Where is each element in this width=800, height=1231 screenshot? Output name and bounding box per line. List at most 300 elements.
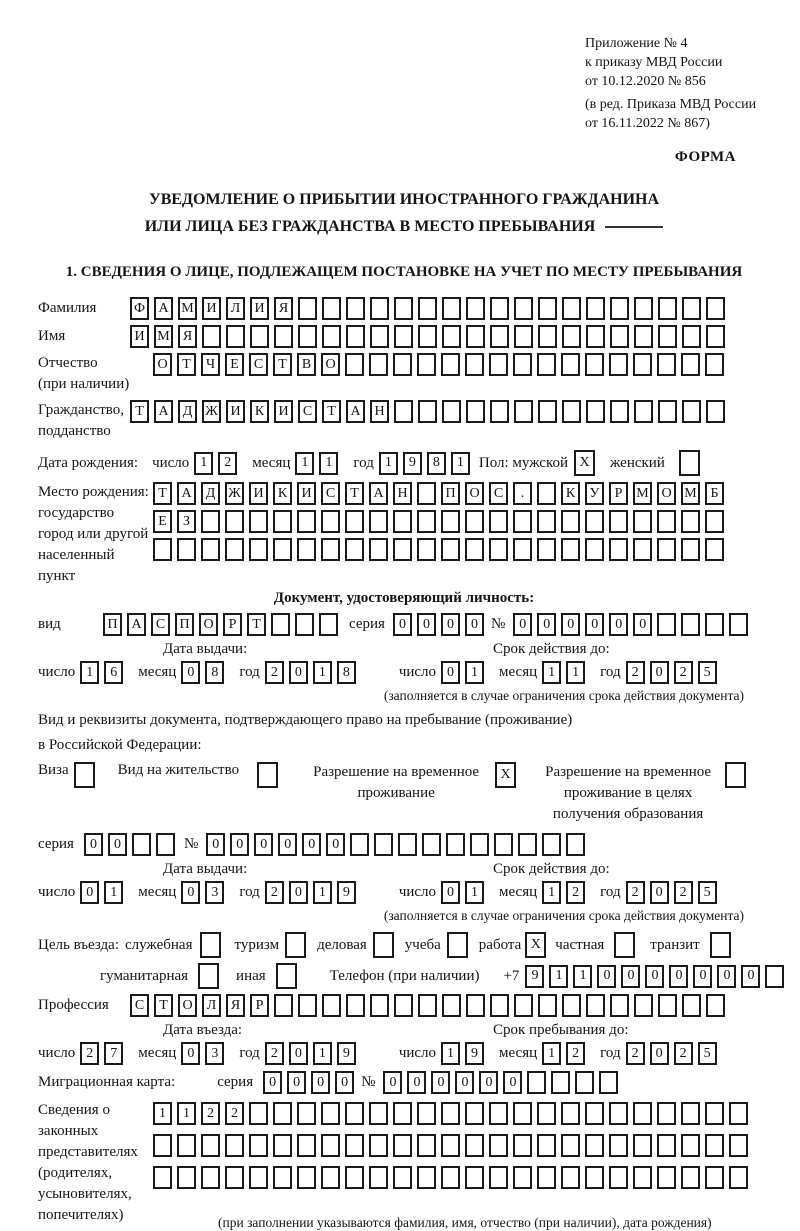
char-cell[interactable]: 1 <box>379 452 398 475</box>
char-cell[interactable] <box>586 994 605 1017</box>
char-cell[interactable]: Е <box>153 510 172 533</box>
char-cell[interactable]: В <box>297 353 316 376</box>
char-cell[interactable]: 0 <box>441 613 460 636</box>
char-cell[interactable]: 0 <box>326 833 345 856</box>
char-cell[interactable]: X <box>495 762 516 788</box>
char-cell[interactable] <box>489 538 508 561</box>
char-cell[interactable] <box>273 1102 292 1125</box>
char-cell[interactable]: 1 <box>441 1042 460 1065</box>
char-cell[interactable]: 9 <box>337 1042 356 1065</box>
char-cell[interactable] <box>537 482 556 505</box>
char-cell[interactable]: Ж <box>202 400 221 423</box>
char-cell[interactable] <box>393 510 412 533</box>
char-cell[interactable]: 1 <box>319 452 338 475</box>
char-cell[interactable]: Р <box>250 994 269 1017</box>
char-cell[interactable] <box>465 353 484 376</box>
char-cell[interactable] <box>321 1134 340 1157</box>
char-cell[interactable] <box>610 400 629 423</box>
char-cell[interactable] <box>634 400 653 423</box>
char-cell[interactable] <box>609 1102 628 1125</box>
char-cell[interactable]: 0 <box>80 881 99 904</box>
char-cell[interactable]: 1 <box>465 881 484 904</box>
char-cell[interactable] <box>609 1134 628 1157</box>
char-cell[interactable]: 2 <box>225 1102 244 1125</box>
char-cell[interactable] <box>705 510 724 533</box>
char-cell[interactable]: Я <box>178 325 197 348</box>
char-cell[interactable] <box>417 482 436 505</box>
char-cell[interactable] <box>490 325 509 348</box>
char-cell[interactable] <box>321 538 340 561</box>
char-cell[interactable]: Т <box>322 400 341 423</box>
char-cell[interactable]: 1 <box>542 661 561 684</box>
char-cell[interactable]: 0 <box>230 833 249 856</box>
char-cell[interactable]: 2 <box>218 452 237 475</box>
char-cell[interactable]: 1 <box>465 661 484 684</box>
char-cell[interactable] <box>490 994 509 1017</box>
char-cell[interactable] <box>609 353 628 376</box>
char-cell[interactable]: 0 <box>206 833 225 856</box>
char-cell[interactable] <box>465 538 484 561</box>
char-cell[interactable]: Р <box>223 613 242 636</box>
char-cell[interactable] <box>538 400 557 423</box>
char-cell[interactable] <box>345 510 364 533</box>
char-cell[interactable] <box>586 325 605 348</box>
char-cell[interactable]: 9 <box>403 452 422 475</box>
char-cell[interactable]: 2 <box>626 1042 645 1065</box>
char-cell[interactable] <box>538 994 557 1017</box>
char-cell[interactable]: 0 <box>585 613 604 636</box>
char-cell[interactable] <box>681 510 700 533</box>
char-cell[interactable] <box>417 538 436 561</box>
char-cell[interactable] <box>225 1134 244 1157</box>
char-cell[interactable]: 1 <box>451 452 470 475</box>
char-cell[interactable] <box>527 1071 546 1094</box>
char-cell[interactable] <box>297 1166 316 1189</box>
char-cell[interactable]: И <box>202 297 221 320</box>
char-cell[interactable]: А <box>127 613 146 636</box>
char-cell[interactable] <box>466 297 485 320</box>
char-cell[interactable]: 0 <box>441 881 460 904</box>
char-cell[interactable]: 2 <box>626 661 645 684</box>
char-cell[interactable] <box>561 510 580 533</box>
char-cell[interactable] <box>561 538 580 561</box>
char-cell[interactable] <box>225 510 244 533</box>
char-cell[interactable] <box>447 932 468 958</box>
char-cell[interactable] <box>394 994 413 1017</box>
char-cell[interactable] <box>249 1166 268 1189</box>
char-cell[interactable]: Л <box>202 994 221 1017</box>
char-cell[interactable]: . <box>513 482 532 505</box>
char-cell[interactable] <box>201 510 220 533</box>
char-cell[interactable] <box>346 297 365 320</box>
char-cell[interactable] <box>705 1134 724 1157</box>
char-cell[interactable]: Т <box>154 994 173 1017</box>
char-cell[interactable] <box>321 1102 340 1125</box>
char-cell[interactable] <box>513 1102 532 1125</box>
char-cell[interactable] <box>422 833 441 856</box>
char-cell[interactable]: 0 <box>289 661 308 684</box>
char-cell[interactable]: Т <box>345 482 364 505</box>
char-cell[interactable] <box>609 1166 628 1189</box>
char-cell[interactable] <box>633 1102 652 1125</box>
char-cell[interactable] <box>610 297 629 320</box>
char-cell[interactable]: М <box>154 325 173 348</box>
char-cell[interactable] <box>285 932 306 958</box>
char-cell[interactable]: Н <box>370 400 389 423</box>
char-cell[interactable] <box>417 353 436 376</box>
temp-permit-checkbox[interactable] <box>495 762 521 788</box>
purpose-transit-checkbox[interactable] <box>710 932 736 958</box>
char-cell[interactable]: П <box>103 613 122 636</box>
char-cell[interactable]: 0 <box>441 661 460 684</box>
char-cell[interactable]: 0 <box>431 1071 450 1094</box>
char-cell[interactable] <box>489 353 508 376</box>
char-cell[interactable] <box>298 297 317 320</box>
char-cell[interactable]: 1 <box>104 881 123 904</box>
char-cell[interactable] <box>489 1166 508 1189</box>
char-cell[interactable]: 1 <box>542 881 561 904</box>
char-cell[interactable]: К <box>561 482 580 505</box>
char-cell[interactable] <box>470 833 489 856</box>
char-cell[interactable] <box>682 325 701 348</box>
char-cell[interactable]: С <box>321 482 340 505</box>
char-cell[interactable] <box>538 297 557 320</box>
purpose-commercial-checkbox[interactable] <box>373 932 399 958</box>
char-cell[interactable]: 2 <box>674 881 693 904</box>
char-cell[interactable]: 1 <box>313 1042 332 1065</box>
char-cell[interactable] <box>373 932 394 958</box>
char-cell[interactable] <box>273 1134 292 1157</box>
char-cell[interactable]: С <box>298 400 317 423</box>
char-cell[interactable]: З <box>177 510 196 533</box>
char-cell[interactable] <box>705 353 724 376</box>
char-cell[interactable] <box>201 1166 220 1189</box>
char-cell[interactable]: 0 <box>650 881 669 904</box>
char-cell[interactable]: О <box>153 353 172 376</box>
char-cell[interactable]: 0 <box>650 661 669 684</box>
char-cell[interactable]: 2 <box>265 881 284 904</box>
char-cell[interactable] <box>273 1166 292 1189</box>
char-cell[interactable] <box>393 538 412 561</box>
sex-male-checkbox[interactable] <box>574 450 600 476</box>
char-cell[interactable]: 0 <box>287 1071 306 1094</box>
char-cell[interactable] <box>369 510 388 533</box>
char-cell[interactable] <box>441 1166 460 1189</box>
char-cell[interactable] <box>538 325 557 348</box>
char-cell[interactable] <box>561 1134 580 1157</box>
char-cell[interactable] <box>393 353 412 376</box>
char-cell[interactable] <box>765 965 784 988</box>
char-cell[interactable] <box>297 1102 316 1125</box>
char-cell[interactable] <box>345 353 364 376</box>
char-cell[interactable] <box>599 1071 618 1094</box>
char-cell[interactable] <box>706 400 725 423</box>
purpose-tourism-checkbox[interactable] <box>285 932 311 958</box>
char-cell[interactable] <box>725 762 746 788</box>
char-cell[interactable]: 1 <box>153 1102 172 1125</box>
char-cell[interactable]: П <box>175 613 194 636</box>
purpose-other-checkbox[interactable] <box>276 963 302 989</box>
char-cell[interactable] <box>679 450 700 476</box>
char-cell[interactable] <box>634 325 653 348</box>
char-cell[interactable]: 9 <box>465 1042 484 1065</box>
char-cell[interactable] <box>441 1102 460 1125</box>
char-cell[interactable] <box>575 1071 594 1094</box>
char-cell[interactable]: 0 <box>621 965 640 988</box>
char-cell[interactable]: И <box>130 325 149 348</box>
char-cell[interactable] <box>226 325 245 348</box>
char-cell[interactable]: И <box>274 400 293 423</box>
char-cell[interactable] <box>657 1102 676 1125</box>
char-cell[interactable] <box>322 325 341 348</box>
char-cell[interactable]: 2 <box>626 881 645 904</box>
char-cell[interactable] <box>466 994 485 1017</box>
char-cell[interactable] <box>273 538 292 561</box>
char-cell[interactable]: 0 <box>693 965 712 988</box>
char-cell[interactable]: 0 <box>609 613 628 636</box>
char-cell[interactable] <box>562 297 581 320</box>
char-cell[interactable]: 1 <box>80 661 99 684</box>
char-cell[interactable] <box>249 510 268 533</box>
char-cell[interactable]: Т <box>177 353 196 376</box>
char-cell[interactable] <box>633 538 652 561</box>
char-cell[interactable] <box>537 353 556 376</box>
char-cell[interactable]: С <box>130 994 149 1017</box>
char-cell[interactable] <box>681 1166 700 1189</box>
char-cell[interactable] <box>202 325 221 348</box>
purpose-business-checkbox[interactable] <box>200 932 226 958</box>
char-cell[interactable] <box>394 325 413 348</box>
char-cell[interactable] <box>465 510 484 533</box>
char-cell[interactable] <box>513 1166 532 1189</box>
char-cell[interactable] <box>537 538 556 561</box>
char-cell[interactable] <box>201 1134 220 1157</box>
char-cell[interactable] <box>657 510 676 533</box>
char-cell[interactable]: 0 <box>84 833 103 856</box>
char-cell[interactable]: 8 <box>337 661 356 684</box>
char-cell[interactable] <box>465 1134 484 1157</box>
char-cell[interactable]: 3 <box>205 881 224 904</box>
char-cell[interactable] <box>274 325 293 348</box>
char-cell[interactable]: Б <box>705 482 724 505</box>
char-cell[interactable] <box>441 538 460 561</box>
char-cell[interactable]: Я <box>274 297 293 320</box>
char-cell[interactable] <box>417 510 436 533</box>
char-cell[interactable] <box>633 510 652 533</box>
char-cell[interactable]: Т <box>273 353 292 376</box>
char-cell[interactable]: 0 <box>465 613 484 636</box>
char-cell[interactable]: О <box>465 482 484 505</box>
char-cell[interactable]: 0 <box>717 965 736 988</box>
char-cell[interactable] <box>610 994 629 1017</box>
char-cell[interactable] <box>153 1134 172 1157</box>
char-cell[interactable]: 2 <box>566 881 585 904</box>
char-cell[interactable] <box>657 1166 676 1189</box>
char-cell[interactable] <box>537 1134 556 1157</box>
char-cell[interactable] <box>346 994 365 1017</box>
char-cell[interactable]: 1 <box>542 1042 561 1065</box>
char-cell[interactable] <box>489 510 508 533</box>
char-cell[interactable]: 0 <box>561 613 580 636</box>
char-cell[interactable]: Я <box>226 994 245 1017</box>
char-cell[interactable] <box>297 1134 316 1157</box>
char-cell[interactable] <box>537 510 556 533</box>
purpose-humanitarian-checkbox[interactable] <box>198 963 224 989</box>
char-cell[interactable]: 0 <box>311 1071 330 1094</box>
char-cell[interactable] <box>249 1134 268 1157</box>
char-cell[interactable] <box>370 994 389 1017</box>
char-cell[interactable] <box>705 1166 724 1189</box>
char-cell[interactable] <box>297 538 316 561</box>
char-cell[interactable]: 0 <box>645 965 664 988</box>
char-cell[interactable] <box>394 400 413 423</box>
char-cell[interactable] <box>657 1134 676 1157</box>
char-cell[interactable] <box>657 538 676 561</box>
char-cell[interactable] <box>345 538 364 561</box>
char-cell[interactable] <box>153 1166 172 1189</box>
char-cell[interactable] <box>658 297 677 320</box>
char-cell[interactable] <box>350 833 369 856</box>
char-cell[interactable] <box>513 1134 532 1157</box>
char-cell[interactable] <box>658 400 677 423</box>
char-cell[interactable]: Д <box>201 482 220 505</box>
char-cell[interactable] <box>417 1134 436 1157</box>
char-cell[interactable] <box>681 613 700 636</box>
char-cell[interactable]: К <box>250 400 269 423</box>
char-cell[interactable]: 9 <box>337 881 356 904</box>
char-cell[interactable]: А <box>177 482 196 505</box>
char-cell[interactable] <box>322 297 341 320</box>
char-cell[interactable]: П <box>441 482 460 505</box>
residence-permit-checkbox[interactable] <box>257 762 283 788</box>
char-cell[interactable]: X <box>525 932 546 958</box>
char-cell[interactable]: 9 <box>525 965 544 988</box>
char-cell[interactable] <box>494 833 513 856</box>
char-cell[interactable]: 0 <box>278 833 297 856</box>
char-cell[interactable] <box>345 1102 364 1125</box>
char-cell[interactable] <box>614 932 635 958</box>
char-cell[interactable] <box>345 1134 364 1157</box>
char-cell[interactable]: 0 <box>650 1042 669 1065</box>
char-cell[interactable]: 1 <box>177 1102 196 1125</box>
char-cell[interactable] <box>393 1166 412 1189</box>
char-cell[interactable] <box>657 353 676 376</box>
char-cell[interactable] <box>729 1102 748 1125</box>
char-cell[interactable]: 2 <box>265 661 284 684</box>
char-cell[interactable]: 0 <box>181 1042 200 1065</box>
char-cell[interactable] <box>586 400 605 423</box>
char-cell[interactable]: И <box>249 482 268 505</box>
char-cell[interactable] <box>370 297 389 320</box>
char-cell[interactable] <box>369 353 388 376</box>
char-cell[interactable]: Д <box>178 400 197 423</box>
char-cell[interactable]: О <box>178 994 197 1017</box>
char-cell[interactable] <box>562 325 581 348</box>
char-cell[interactable] <box>705 538 724 561</box>
char-cell[interactable]: А <box>369 482 388 505</box>
char-cell[interactable] <box>200 932 221 958</box>
char-cell[interactable]: X <box>574 450 595 476</box>
char-cell[interactable]: 0 <box>455 1071 474 1094</box>
char-cell[interactable]: О <box>657 482 676 505</box>
char-cell[interactable] <box>705 1102 724 1125</box>
char-cell[interactable]: Л <box>226 297 245 320</box>
char-cell[interactable]: Ф <box>130 297 149 320</box>
char-cell[interactable]: 1 <box>295 452 314 475</box>
char-cell[interactable] <box>465 1102 484 1125</box>
char-cell[interactable] <box>398 833 417 856</box>
char-cell[interactable] <box>418 297 437 320</box>
char-cell[interactable]: 0 <box>289 881 308 904</box>
char-cell[interactable] <box>561 353 580 376</box>
char-cell[interactable] <box>198 963 219 989</box>
char-cell[interactable] <box>566 833 585 856</box>
char-cell[interactable] <box>369 1134 388 1157</box>
char-cell[interactable] <box>276 963 297 989</box>
char-cell[interactable] <box>513 353 532 376</box>
char-cell[interactable] <box>710 932 731 958</box>
char-cell[interactable] <box>319 613 338 636</box>
char-cell[interactable] <box>257 762 278 788</box>
char-cell[interactable] <box>446 833 465 856</box>
char-cell[interactable]: 0 <box>289 1042 308 1065</box>
char-cell[interactable]: 8 <box>205 661 224 684</box>
char-cell[interactable]: 0 <box>181 661 200 684</box>
char-cell[interactable] <box>585 1134 604 1157</box>
char-cell[interactable] <box>561 1102 580 1125</box>
purpose-work-checkbox[interactable] <box>525 932 551 958</box>
char-cell[interactable] <box>562 400 581 423</box>
char-cell[interactable] <box>249 538 268 561</box>
char-cell[interactable] <box>442 325 461 348</box>
char-cell[interactable]: 2 <box>201 1102 220 1125</box>
purpose-private-checkbox[interactable] <box>614 932 640 958</box>
char-cell[interactable]: 1 <box>313 661 332 684</box>
char-cell[interactable] <box>153 538 172 561</box>
char-cell[interactable] <box>417 1102 436 1125</box>
char-cell[interactable] <box>542 833 561 856</box>
char-cell[interactable]: 0 <box>633 613 652 636</box>
char-cell[interactable] <box>442 994 461 1017</box>
char-cell[interactable]: 0 <box>537 613 556 636</box>
sex-female-checkbox[interactable] <box>679 450 705 476</box>
char-cell[interactable] <box>249 1102 268 1125</box>
char-cell[interactable] <box>585 510 604 533</box>
char-cell[interactable]: С <box>249 353 268 376</box>
char-cell[interactable]: 0 <box>302 833 321 856</box>
char-cell[interactable]: 0 <box>108 833 127 856</box>
char-cell[interactable] <box>633 353 652 376</box>
char-cell[interactable] <box>610 325 629 348</box>
char-cell[interactable]: 1 <box>573 965 592 988</box>
char-cell[interactable]: 8 <box>427 452 446 475</box>
char-cell[interactable] <box>609 538 628 561</box>
char-cell[interactable] <box>250 325 269 348</box>
char-cell[interactable] <box>657 613 676 636</box>
char-cell[interactable] <box>177 538 196 561</box>
char-cell[interactable] <box>681 1102 700 1125</box>
char-cell[interactable]: Ч <box>201 353 220 376</box>
char-cell[interactable] <box>271 613 290 636</box>
char-cell[interactable] <box>729 613 748 636</box>
char-cell[interactable] <box>514 994 533 1017</box>
char-cell[interactable]: А <box>346 400 365 423</box>
char-cell[interactable] <box>586 297 605 320</box>
char-cell[interactable] <box>369 1166 388 1189</box>
char-cell[interactable] <box>177 1166 196 1189</box>
char-cell[interactable] <box>562 994 581 1017</box>
char-cell[interactable]: Е <box>225 353 244 376</box>
